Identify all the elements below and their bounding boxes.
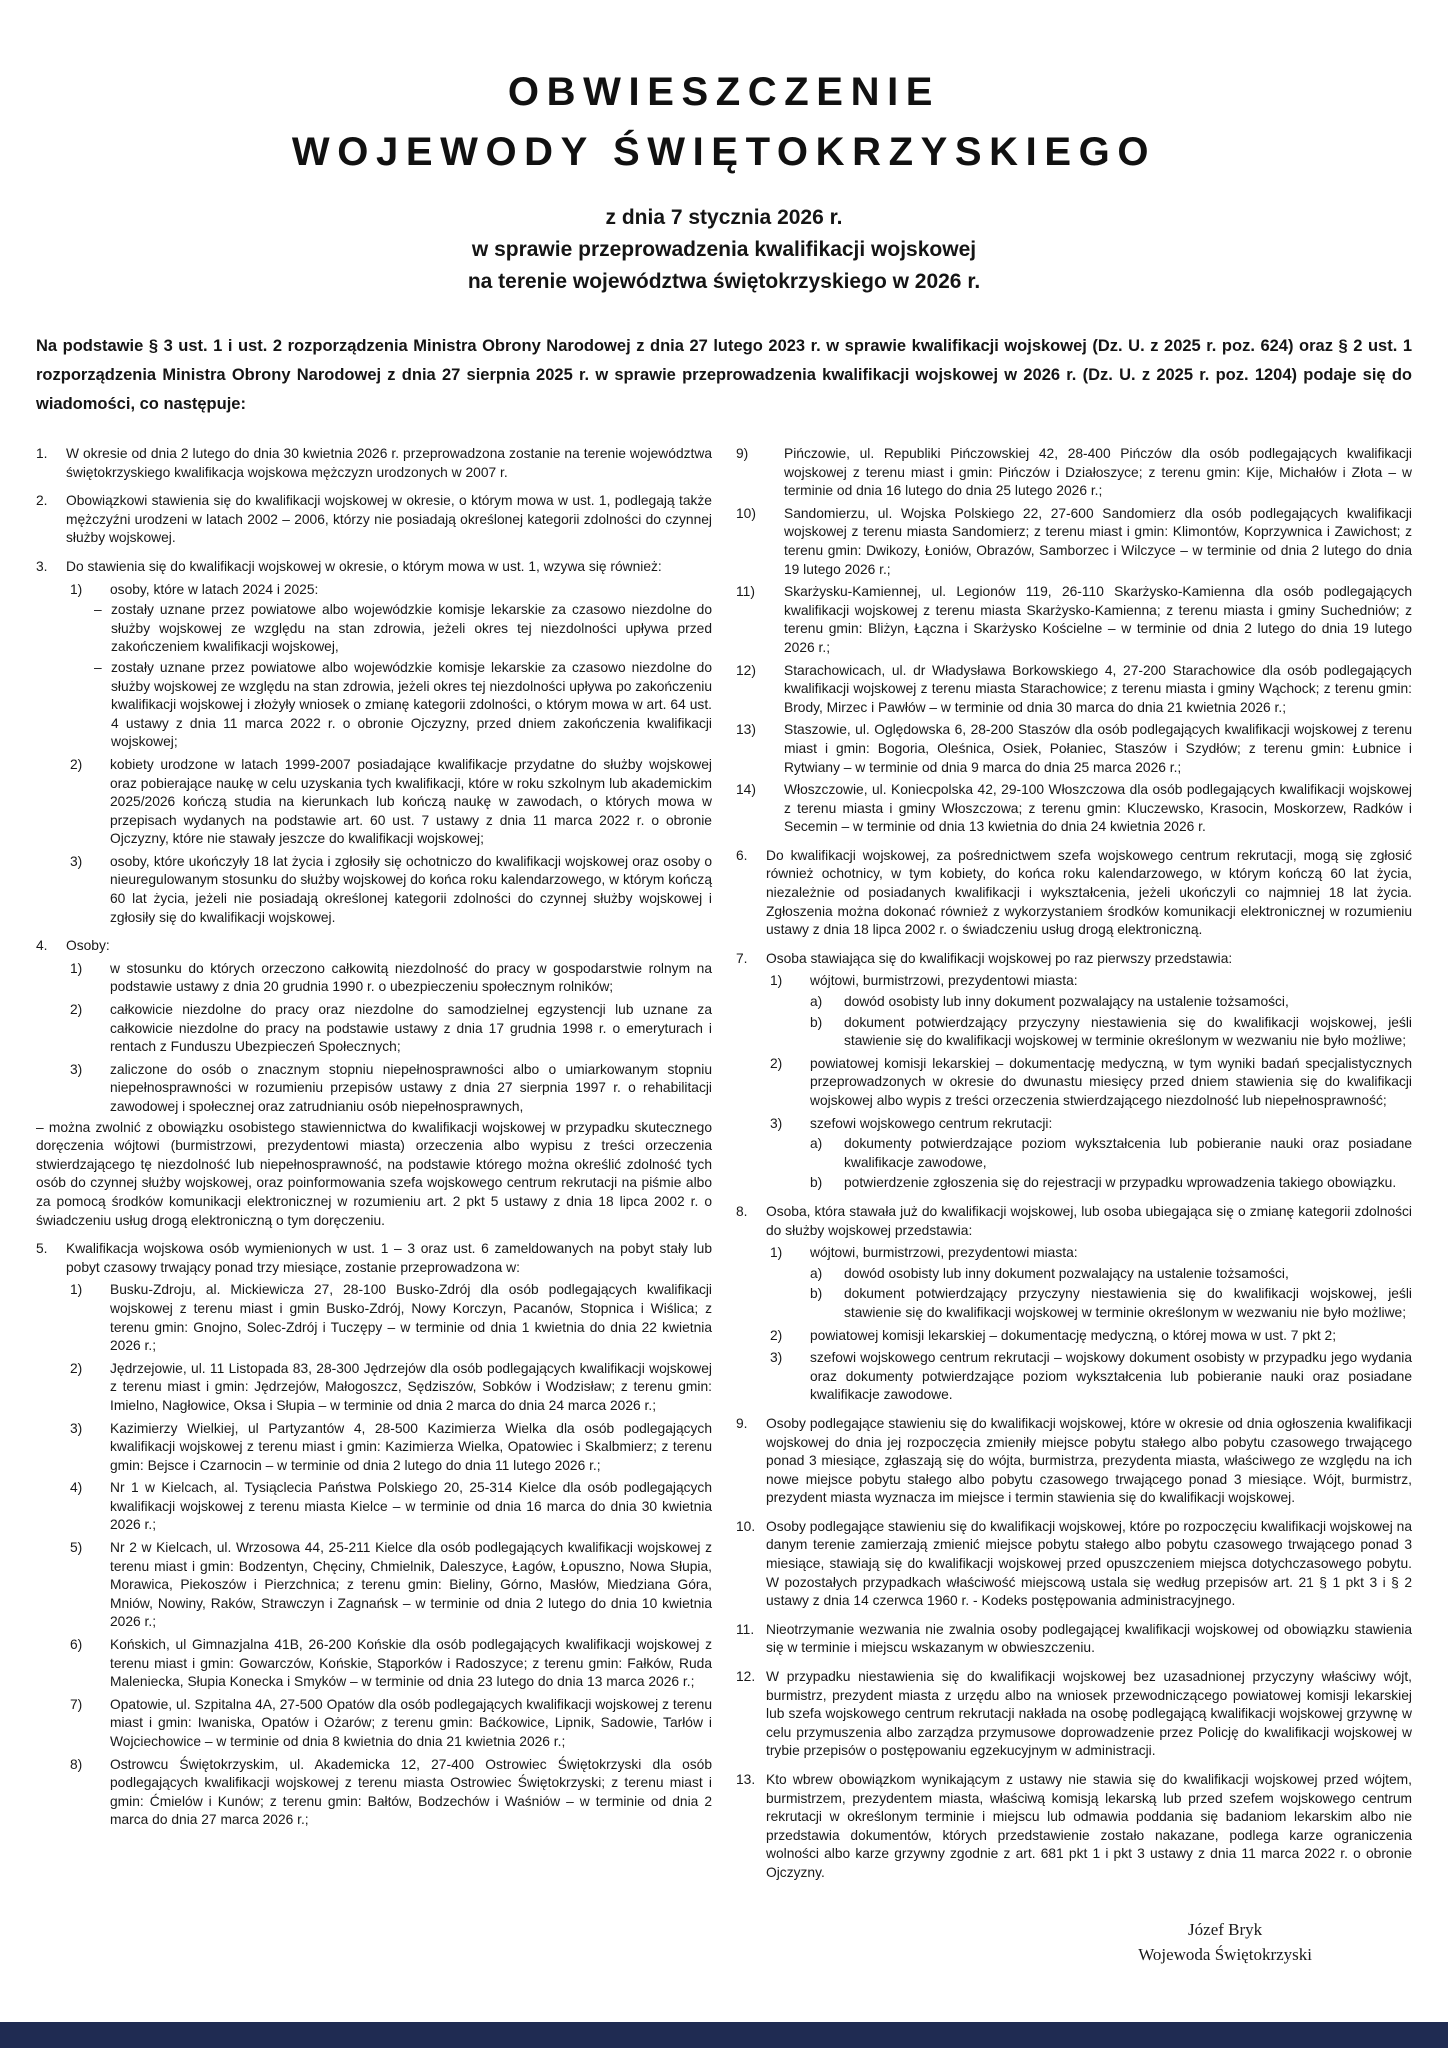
list-item — [736, 662, 1412, 718]
item-text: Nr 1 w Kielcach, al. Tysiąclecia Państwa Polskiego 20, 25-314 Kielce dla osób podlegających kwalifikacji wojskowej z terenu miasta Kielce – w terminie od dnia 16 marca do dnia 30 kwietnia 2026 r.; — [110, 1480, 712, 1533]
item-text: osoby, które ukończyły 18 lat życia i zgłosiły się ochotniczo do kwalifikacji wojskowej oraz osoby o nieuregulowanym stosunku do służby wojskowej do końca roku kalendarzowego, w którym kończą 60 lat życia, jeżeli nie posiadają określonej kategorii zdolności do czynnej służby wojskowej i zgłosiły się do kwalifikacji wojskowej. — [110, 853, 712, 925]
subtitle-date: z dnia 7 stycznia 2026 r. — [605, 206, 843, 229]
list-item — [70, 1360, 712, 1416]
list-item — [736, 1621, 1412, 1658]
list-item — [736, 583, 1412, 657]
item-number: 9. — [736, 1415, 748, 1431]
item-text: Osoby: — [66, 938, 110, 954]
item-text: powiatowej komisji lekarskiej – dokumentację medyczną, o której mowa w ust. 7 pkt 2; — [810, 1327, 1337, 1343]
item-number: 6. — [736, 847, 748, 863]
item-text: W okresie od dnia 2 lutego do dnia 30 kwietnia 2026 r. przeprowadzona zostanie na terenie województwa świętokrzyskiego kwalifikacja wojskowa mężczyzn urodzonych w 2007 r. — [66, 446, 712, 480]
item-number: 1) — [70, 581, 83, 597]
item-text: szefowi wojskowego centrum rekrutacji – wojskowy dokument osobisty w przypadku jego wydania oraz dokumenty potwierdzające poziom wykształcenia lub pobieranie nauki oraz posiadane kwalifikacje zawodowe. — [810, 1350, 1412, 1403]
item-number: 3. — [36, 558, 48, 574]
item-number: 8) — [70, 1756, 83, 1772]
list-item — [736, 721, 1412, 777]
item-text: Osoby podlegające stawieniu się do kwalifikacji wojskowej, które po rozpoczęciu kwalifikacji wojskowej na danym terenie zamierzają zmienić miejsce pobytu stałego albo pobytu czasowego trwającego ponad 3 miesiące, stawiają się do kwalifikacji wojskowej przed opuszczeniem miejsca dotychczasowego pobytu. W pozostałych przypadkach właściwość miejscową ustala się według przepisów art. 21 § 1 pkt 3 i § 2 ustawy z dnia 14 czerwca 1960 r. - Kodeks postępowania administracyjnego. — [766, 1518, 1412, 1609]
list-item — [736, 950, 1412, 969]
list-item — [810, 993, 1412, 1012]
item-number: 10. — [736, 1518, 756, 1534]
list-item — [736, 1203, 1412, 1240]
signature-block — [1138, 1917, 1312, 1967]
item-number: a) — [810, 1136, 823, 1152]
item-number: 8. — [736, 1203, 748, 1219]
list-item — [70, 1696, 712, 1752]
list-item — [70, 1281, 712, 1355]
item-text: Włoszczowie, ul. Koniecpolska 42, 29-100 Włoszczowa dla osób podlegających kwalifikacji wojskowej z terenu miasta i gminy Włoszczowa; z terenu gmin: Kluczewsko, Krasocin, Moskorzew, Radków i Secemin – w terminie od dnia 13 kwietnia do dnia 24 kwietnia 2026 r. — [784, 782, 1412, 835]
item-text: szefowi wojskowego centrum rekrutacji: — [810, 1115, 1053, 1131]
list-item — [810, 1265, 1412, 1284]
item-text: Osoba stawiająca się do kwalifikacji wojskowej po raz pierwszy przedstawia: — [766, 950, 1233, 966]
list-item — [70, 1756, 712, 1830]
item-number: 12) — [736, 662, 756, 678]
document-header — [36, 62, 1412, 298]
item-text: zaliczone do osób o znacznym stopniu niepełnosprawności albo o umiarkowanym stopniu niepełnosprawności w rozumieniu przepisów ustawy z dnia 27 sierpnia 1997 r. o rehabilitacji zawodowej i społecznej oraz zatrudnianiu osób niepełnosprawnych, — [110, 1061, 712, 1114]
footer-bar — [0, 2022, 1448, 2048]
list-item — [770, 1327, 1412, 1346]
item-text: dowód osobisty lub inny dokument pozwalający na ustalenie tożsamości, — [844, 1265, 1289, 1281]
item-text: potwierdzenie zgłoszenia się do rejestracji w przypadku wprowadzenia takiego obowiązku. — [844, 1175, 1397, 1191]
item-number: 12. — [736, 1669, 756, 1685]
list-item — [36, 558, 712, 577]
list-item — [94, 659, 712, 752]
item-number: 4. — [36, 938, 48, 954]
list-item — [736, 445, 1412, 501]
item-text: Pińczowie, ul. Republiki Pińczowskiej 42, 28-400 Pińczów dla osób podlegających kwalifikacji wojskowej z terenu miast i gmin: Pińczów i Działoszyce; z terenu gmin: Kije, Michałów i Złota – w terminie od dnia 16 lutego do dnia 25 lutego 2026 r.; — [784, 446, 1412, 499]
item-number: 3) — [70, 853, 83, 869]
item-number: b) — [810, 1286, 823, 1302]
list-item — [770, 1055, 1412, 1111]
item-text: powiatowej komisji lekarskiej – dokumentację medyczną, w tym wyniki badań specjalistycznych przeprowadzonych w okresie do dwunastu miesięcy przed dniem stawienia się do kwalifikacji wojskowej albo wypis z treści orzeczenia stwierdzającego niezdolność lub niepełnosprawność; — [810, 1055, 1412, 1108]
item-number: 2) — [70, 1002, 83, 1018]
item-text: Do stawienia się do kwalifikacji wojskowej w okresie, o którym mowa w ust. 1, wzywa się również: — [66, 558, 662, 574]
list-item — [70, 1001, 712, 1057]
item-text: Nr 2 w Kielcach, ul. Wrzosowa 44, 25-211 Kielce dla osób podlegających kwalifikacji wojskowej z terenu miast i gmin: Bodzentyn, Chęciny, Chmielnik, Daleszyce, Łagów, Łopuszno, Nowa Słupia, Morawica, Piekoszów i Pierzchnica; z terenu gmin: Bieliny, Górno, Masłów, Miedziana Góra, Mniów, Nowiny, Raków, Strawczyn i Zagnańsk – w terminie od dnia 2 lutego do dnia 10 kwietnia 2026 r.; — [110, 1540, 712, 1630]
item-number: 1) — [70, 960, 83, 976]
item-text: Starachowicach, ul. dr Władysława Borkowskiego 4, 27-200 Starachowice dla osób podlegających kwalifikacji wojskowej z terenu miasta Starachowice; z terenu miasta i gminy Wąchock; z terenu gmin: Brody, Mirzec i Pawłów – w terminie od dnia 30 marca do dnia 21 kwietnia 2026 r.; — [784, 662, 1412, 715]
item-number: 2) — [70, 756, 83, 772]
list-item — [810, 1014, 1412, 1051]
two-column-body — [36, 445, 1412, 1967]
list-item — [94, 601, 712, 657]
item-text: osoby, które w latach 2024 i 2025: — [110, 581, 319, 597]
left-column — [36, 445, 712, 1830]
item-number: 11. — [736, 1621, 755, 1637]
item-text: Staszowie, ul. Oględowska 6, 28-200 Staszów dla osób podlegających kwalifikacji wojskowej z terenu miast i gmin: Bogoria, Oleśnica, Osiek, Połaniec, Staszów i Szydłów; z terenu gmin: Łubnice i Rytwiany – w terminie od dnia 9 marca do dnia 25 marca 2026 r.; — [784, 722, 1412, 775]
item-number: 3) — [770, 1350, 783, 1366]
item-text: dowód osobisty lub inny dokument pozwalający na ustalenie tożsamości, — [844, 994, 1289, 1010]
item-text: Osoba, która stawała już do kwalifikacji wojskowej, lub osoba ubiegająca się o zmianę kategorii zdolności do służby wojskowej przedstawia: — [766, 1203, 1412, 1238]
item-text: zostały uznane przez powiatowe albo wojewódzkie komisje lekarskie za czasowo niezdolne do służby wojskowej ze względu na stan zdrowia, jeżeli okres tej niezdolności upływa po zakończeniu kwalifikacji wojskowej i złożyły wniosek o zmianę kategorii zdolności, o którym mowa w art. 64 ust. 4 ustawy z dnia 11 marca 2022 r. o obronie Ojczyzny, przed dniem zakończenia kwalifikacji wojskowej; — [111, 659, 712, 750]
item-number: b) — [810, 1175, 823, 1191]
item-number: 13. — [736, 1772, 756, 1787]
list-item — [770, 1244, 1412, 1263]
list-item — [70, 960, 712, 997]
item-number: 13) — [736, 722, 756, 738]
item-text: Osoby podlegające stawieniu się do kwalifikacji wojskowej, które w okresie od dnia ogłoszenia kwalifikacji wojskowej do dnia jej rozpoczęcia zmieniły miejsce pobytu stałego albo pobytu czasowego trwającego ponad 3 miesiące, zgłaszają się do wójta, burmistrza, prezydenta miasta, właściwego ze względu na ich nowe miejsce pobytu stałego albo pobytu czasowego trwającego ponad 3 miesiące. Wójt, burmistrz, prezydent miasta wyznacza im miejsce i termin stawienia się do kwalifikacji wojskowej. — [766, 1415, 1412, 1506]
item-number: – — [94, 602, 102, 618]
list-item — [736, 505, 1412, 579]
item-text: wójtowi, burmistrzowi, prezydentowi miasta: — [810, 973, 1078, 989]
item-text: w stosunku do których orzeczono całkowitą niezdolność do pracy w gospodarstwie rolnym na podstawie ustawy z dnia 20 grudnia 1990 r. o ubezpieczeniu społecznym rolników; — [110, 960, 712, 995]
list-item — [736, 1415, 1412, 1508]
paragraph: – można zwolnić z obowiązku osobistego stawiennictwa do kwalifikacji wojskowej w przypadku skutecznego doręczenia wójtowi (burmistrzowi, prezydentowi miasta) orzeczenia albo wypisu z treści orzeczenia stwierdzającego tę niezdolność lub niepełnosprawność, na podstawie którego można określić zdolność tych osób do czynnej służby wojskowej, oraz poinformowania szefa wojskowego centrum rekrutacji na piśmie albo za pomocą środków komunikacji elektronicznej w rozumieniu art. 2 pkt 5 ustawy z dnia 18 lipca 2002 r. o świadczeniu usług drogą elektroniczną o tym doręczeniu. — [36, 1119, 712, 1228]
list-item — [736, 1518, 1412, 1611]
item-text: Do kwalifikacji wojskowej, za pośrednictwem szefa wojskowego centrum rekrutacji, mogą się zgłosić również ochotnicy, w tym kobiety, do końca roku kalendarzowego, w którym kończą 60 lat życia, niezależnie od posiadanych kwalifikacji i wykształcenia, jeżeli ukończyli co najmniej 18 lat życia. Zgłoszenia można dokonać również z wykorzystaniem środków komunikacji elektronicznej w rozumieniu ustawy z dnia 18 lipca 2002 r. o świadczeniu usług drogą elektroniczną. — [766, 847, 1412, 938]
item-number: 1) — [770, 1245, 783, 1261]
item-number: 2. — [36, 493, 48, 509]
item-text: Skarżysku-Kamiennej, ul. Legionów 119, 26-110 Skarżysko-Kamienna dla osób podlegających kwalifikacji wojskowej z terenu miasta Skarżysko-Kamienna; z terenu miasta i gminy Suchedniów; z terenu gmin: Bliżyn, Łączna i Skarżysko Kościelne – w terminie od dnia 2 lutego do dnia 19 lutego 2026 r.; — [784, 584, 1412, 655]
right-column — [736, 445, 1412, 1967]
list-item — [36, 937, 712, 956]
item-number: 7. — [736, 950, 748, 966]
list-item — [36, 445, 712, 482]
item-text: Obowiązkowi stawienia się do kwalifikacji wojskowej w okresie, o którym mowa w ust. 1, podlegają także mężczyźni urodzeni w latach 2002 – 2006, którzy nie posiadają określonej kategorii zdolności do czynnej służby wojskowej. — [66, 493, 712, 546]
item-text: Kto wbrew obowiązkom wynikającym z ustawy nie stawia się do kwalifikacji wojskowej przed wójtem, burmistrzem, prezydentem miasta, właściwą komisją lekarską lub przed szefem wojskowego centrum rekrutacji w określonym terminie i miejscu lub odmawia poddania się badaniom lekarskim albo nie przedstawia dokumentów, których przedstawienie zostało nakazane, podlega karze ograniczenia wolności albo karze grzywny zgodnie z art. 681 pkt 1 i pkt 3 ustawy z dnia 11 marca 2022 r. o obronie Ojczyzny. — [766, 1772, 1412, 1880]
subtitle-territory: na terenie województwa świętokrzyskiego w 2026 r. — [467, 270, 981, 293]
signature-role: Wojewoda Świętokrzyski — [1138, 1944, 1312, 1964]
list-item — [70, 1636, 712, 1692]
item-text: Ostrowcu Świętokrzyskim, ul. Akademicka 12, 27-400 Ostrowiec Świętokrzyski dla osób podlegających kwalifikacji wojskowej z terenu miasta Ostrowiec Świętokrzyski; z terenu miast i gmin: Ćmielów i Kunów; z terenu gmin: Bałtów, Bodzechów i Waśniów – w terminie od dnia 2 marca do dnia 27 marca 2026 r.; — [110, 1756, 712, 1828]
subtitle-subject: w sprawie przeprowadzenia kwalifikacji wojskowej — [471, 238, 977, 261]
item-number: a) — [810, 994, 823, 1010]
item-text: kobiety urodzone w latach 1999-2007 posiadające kwalifikacje przydatne do służby wojskowej oraz pobierające naukę w celu uzyskania tych kwalifikacji, które w roku szkolnym lub akademickim 2025/2026 kończą studia na kierunkach lub kończą naukę w zawodach, o których mowa w przepisach wydanych na podstawie art. 60 ust. 7 ustawy z dnia 11 marca 2022 r. o obronie Ojczyzny, które nie stawały jeszcze do kwalifikacji wojskowej; — [110, 756, 712, 847]
list-item — [70, 1061, 712, 1117]
legal-basis-paragraph: Na podstawie § 3 ust. 1 i ust. 2 rozporządzenia Ministra Obrony Narodowej z dnia 27 lutego 2023 r. w sprawie kwalifikacji wojskowej (Dz. U. z 2025 r. poz. 624) oraz § 2 ust. 1 rozporządzenia Ministra Obrony Narodowej z dnia 27 sierpnia 2025 r. w sprawie przeprowadzenia kwalifikacji wojskowej w 2026 r. (Dz. U. z 2025 r. poz. 1204) podaje się do wiadomości, co następuje: — [36, 337, 1412, 413]
item-text: W przypadku niestawienia się do kwalifikacji wojskowej bez uzasadnionej przyczyny właściwy wójt, burmistrz, prezydent miasta z urzędu albo na wniosek przewodniczącego powiatowej komisji lekarskiej lub szefa wojskowego centrum rekrutacji nakłada na osobę podlegającą kwalifikacji wojskowej grzywnę w celu przymuszenia albo zarządza przymusowe doprowadzenie przez Policję do kwalifikacji wojskowej w trybie przepisów o postępowaniu egzekucyjnym w administracji. — [766, 1669, 1412, 1759]
list-item — [70, 1479, 712, 1535]
item-number: 7) — [70, 1696, 83, 1712]
item-number: 9) — [736, 446, 749, 461]
item-number: 1. — [36, 446, 48, 461]
item-number: 1) — [70, 1282, 83, 1298]
list-item — [770, 1115, 1412, 1134]
item-number: 3) — [70, 1061, 83, 1077]
item-text: Busku-Zdroju, al. Mickiewicza 27, 28-100 Busko-Zdrój dla osób podlegających kwalifikacji wojskowej z terenu miast i gmin Busko-Zdrój, Nowy Korczyn, Pacanów, Stopnica i Wiślica; z terenu gmin: Gnojno, Solec-Zdrój i Tuczępy – w terminie od dnia 1 kwietnia do dnia 22 kwietnia 2026 r.; — [110, 1282, 712, 1354]
item-text: całkowicie niezdolne do pracy oraz niezdolne do samodzielnej egzystencji lub uznane za całkowicie niezdolne do pracy na podstawie ustawy z dnia 17 grudnia 1998 r. o emeryturach i rentach z Funduszu Ubezpieczeń Społecznych; — [110, 1002, 712, 1055]
item-number: 11) — [736, 584, 755, 600]
list-item — [70, 853, 712, 927]
item-text: zostały uznane przez powiatowe albo wojewódzkie komisje lekarskie za czasowo niezdolne do służby wojskowej ze względu na stan zdrowia, jeżeli okres tej niezdolności upływa przed zakończeniem kwalifikacji wojskowej, — [111, 602, 712, 655]
list-item — [736, 781, 1412, 837]
list-item — [36, 1240, 712, 1277]
list-item — [70, 581, 712, 600]
item-text: dokument potwierdzający przyczyny niestawienia się do kwalifikacji wojskowej, jeśli stawienie się do kwalifikacji wojskowej w terminie określonym w wezwaniu nie było możliwe; — [844, 1286, 1412, 1320]
document-title-line-2: WOJEWODY ŚWIĘTOKRZYSKIEGO — [291, 130, 1157, 174]
item-text: Jędrzejowie, ul. 11 Listopada 83, 28-300 Jędrzejów dla osób podlegających kwalifikacji wojskowej z terenu miast i gmin: Jędrzejów, Małogoszcz, Sędziszów, Sobków i Wodzisław; z terenu gmin: Imielno, Nagłowice, Oksa i Słupia – w terminie od dnia 2 marca do dnia 24 marca 2026 r.; — [110, 1360, 712, 1413]
list-item — [70, 1420, 712, 1476]
item-number: 6) — [70, 1637, 83, 1653]
list-item — [810, 1285, 1412, 1322]
item-text: Nieotrzymanie wezwania nie zwalnia osoby podlegającej kwalifikacji wojskowej od obowiązku stawienia się w terminie i miejscu wskazanym w obwieszczeniu. — [766, 1621, 1412, 1656]
item-number: – — [94, 659, 102, 675]
item-number: 14) — [736, 782, 756, 798]
item-text: Końskich, ul Gimnazjalna 41B, 26-200 Końskie dla osób podlegających kwalifikacji wojskowej z terenu miast i gmin: Gowarczów, Końskie, Stąporków i Radoszyce; z terenu gmin: Fałków, Ruda Maleniecka, Słupia Konecka i Smyków – w terminie od dnia 23 lutego do dnia 13 marca 2026 r.; — [110, 1637, 712, 1690]
item-number: a) — [810, 1265, 823, 1281]
list-item — [736, 1771, 1412, 1883]
signature-name: Józef Bryk — [1188, 1919, 1263, 1939]
list-item — [36, 492, 712, 548]
document-title-line-1: OBWIESZCZENIE — [507, 70, 941, 114]
item-text: Sandomierzu, ul. Wojska Polskiego 22, 27-600 Sandomierz dla osób podlegających kwalifikacji wojskowej z terenu miasta Sandomierz; z terenu miast i gmin: Klimontów, Koprzywnica i Zawichost; z terenu gmin: Dwikozy, Łoniów, Obrazów, Samborzec i Wilczyce – w terminie od dnia 2 lutego do dnia 19 lutego 2026 r.; — [784, 505, 1412, 577]
item-number: 3) — [70, 1420, 83, 1436]
list-item — [736, 1668, 1412, 1761]
item-text: wójtowi, burmistrzowi, prezydentowi miasta: — [810, 1245, 1078, 1261]
item-number: 1) — [770, 973, 783, 989]
item-number: 3) — [770, 1115, 783, 1131]
list-item — [736, 847, 1412, 940]
document-subtitle — [36, 202, 1412, 298]
list-item — [70, 756, 712, 849]
item-text: dokument potwierdzający przyczyny niestawienia się do kwalifikacji wojskowej, jeśli stawienie się do kwalifikacji wojskowej w terminie określonym w wezwaniu nie było możliwe; — [844, 1014, 1412, 1049]
item-text: Opatowie, ul. Szpitalna 4A, 27-500 Opatów dla osób podlegających kwalifikacji wojskowej z terenu miast i gmin: Iwaniska, Opatów i Ożarów; z terenu gmin: Baćkowice, Lipnik, Sadowie, Tarłów i Wojciechowice – w terminie od dnia 8 kwietnia do dnia 21 kwietnia 2026 r.; — [110, 1696, 712, 1749]
item-text: dokumenty potwierdzające poziom wykształcenia lub pobieranie nauki oraz posiadane kwalifikacje zawodowe, — [844, 1136, 1412, 1170]
item-number: 5. — [36, 1241, 48, 1257]
item-number: 2) — [770, 1327, 783, 1343]
list-item — [810, 1174, 1412, 1193]
item-text: Kwalifikacja wojskowa osób wymienionych w ust. 1 – 3 oraz ust. 6 zameldowanych na pobyt stały lub pobyt czasowy trwający ponad trzy miesiące, zostanie przeprowadzona w: — [66, 1241, 712, 1275]
item-number: 4) — [70, 1480, 83, 1496]
list-item — [770, 1349, 1412, 1405]
item-text: Kazimierzy Wielkiej, ul Partyzantów 4, 28-500 Kazimierza Wielka dla osób podlegających kwalifikacji wojskowej z terenu miast i gmin: Kazimierza Wielka, Opatowiec i Skalbmierz; z terenu gmin: Bejsce i Czarnocin – w terminie od dnia 2 lutego do dnia 11 lutego 2026 r.; — [110, 1420, 712, 1473]
list-item — [810, 1135, 1412, 1172]
list-item — [770, 972, 1412, 991]
item-number: 10) — [736, 505, 756, 521]
item-number: b) — [810, 1014, 823, 1030]
item-number: 5) — [70, 1540, 83, 1556]
list-item — [70, 1539, 712, 1632]
item-number: 2) — [70, 1360, 83, 1376]
item-number: 2) — [770, 1055, 783, 1071]
